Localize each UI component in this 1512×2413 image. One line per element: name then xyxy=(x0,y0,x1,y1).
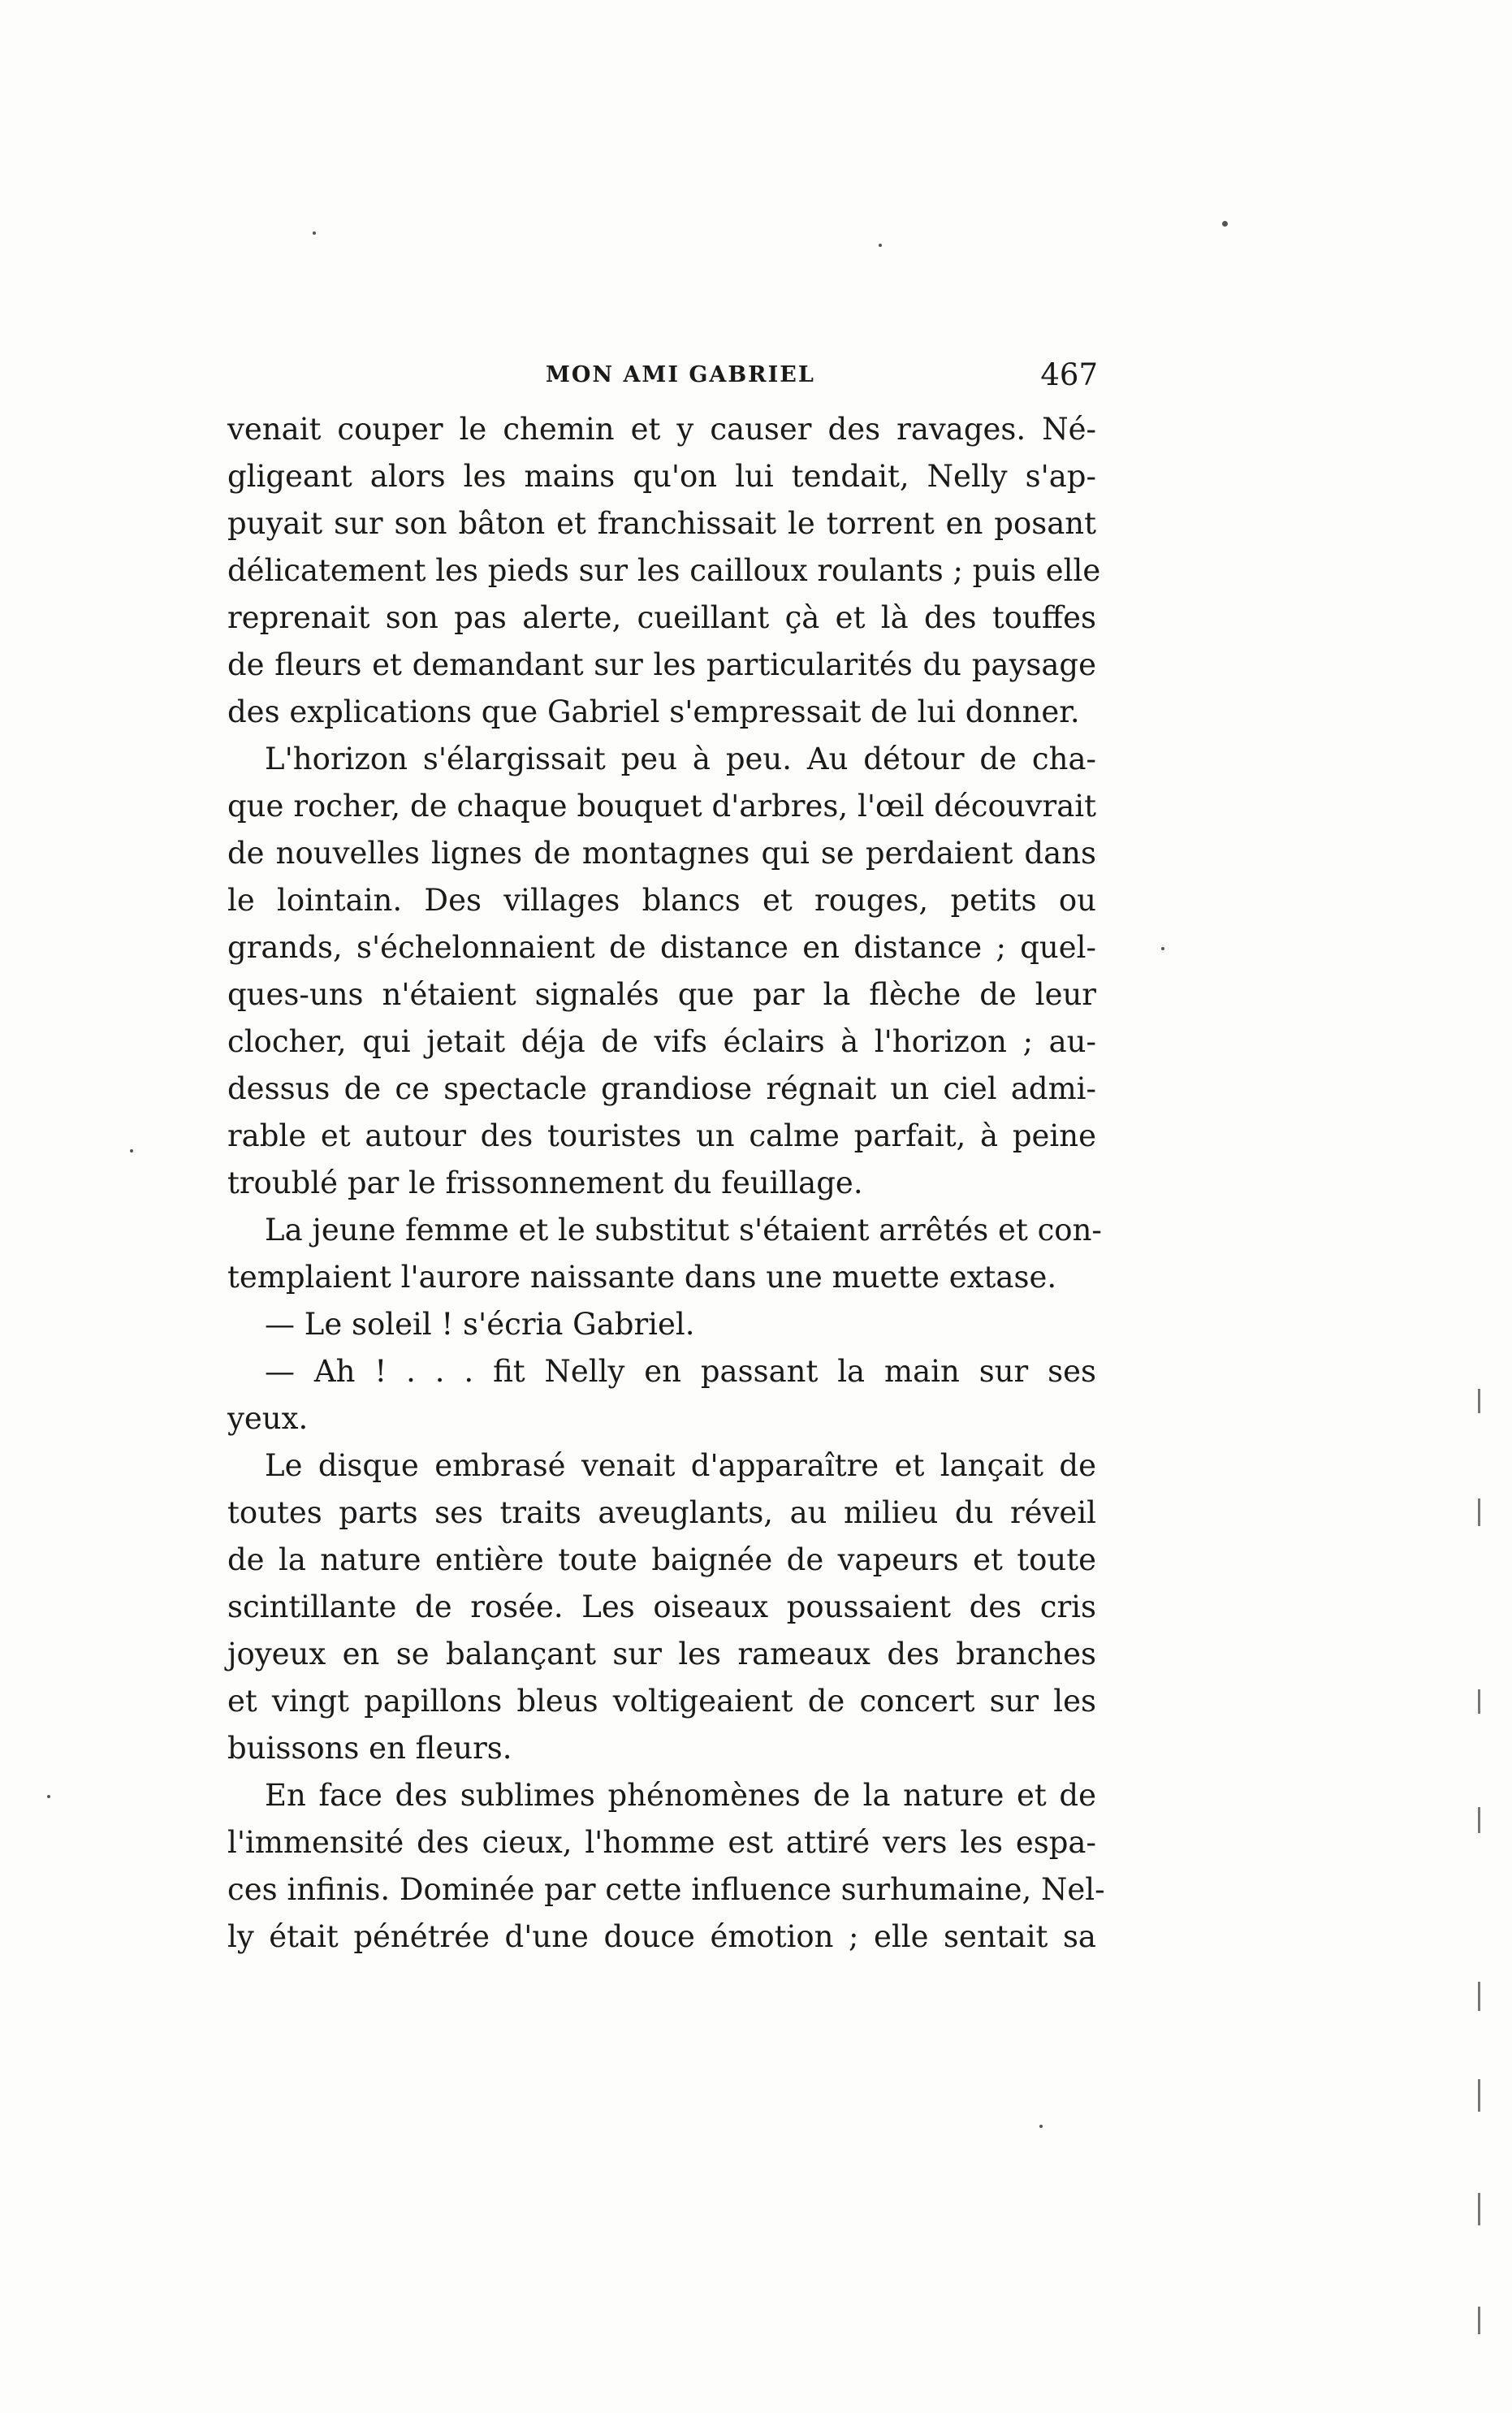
scan-speck xyxy=(879,244,882,247)
scan-edge-mark xyxy=(1478,2079,1480,2112)
text-line: grands, s'échelonnaient de distance en distance ; quel- xyxy=(227,930,1096,965)
text-line: clocher, qui jetait déja de vifs éclairs à l'horizon ; au- xyxy=(227,1024,1096,1059)
scan-edge-mark xyxy=(1478,2307,1480,2334)
text-line: venait couper le chemin et y causer des ravages. Né- xyxy=(227,412,1096,447)
text-line: rable et autour des touristes un calme parfait, à peine xyxy=(227,1118,1096,1153)
scan-edge-mark xyxy=(1478,1982,1480,2011)
text-line: La jeune femme et le substitut s'étaient arrêtés et con- xyxy=(265,1213,1102,1248)
text-line: délicatement les pieds sur les cailloux roulants ; puis elle xyxy=(227,553,1101,588)
running-title: MON AMI GABRIEL xyxy=(546,362,815,387)
text-line: ly était pénétrée d'une douce émotion ; elle sentait sa xyxy=(227,1919,1096,1954)
text-line: des explications que Gabriel s'empressait de lui donner. xyxy=(227,694,1080,729)
text-line: ques-uns n'étaient signalés que par la flèche de leur xyxy=(227,977,1096,1012)
scan-speck xyxy=(47,1795,50,1798)
scan-speck xyxy=(130,1149,133,1152)
text-line: et vingt papillons bleus voltigeaient de concert sur les xyxy=(227,1684,1096,1719)
text-line: En face des sublimes phénomènes de la nature et de xyxy=(265,1778,1096,1813)
scan-edge-mark xyxy=(1478,1689,1480,1714)
scan-speck xyxy=(313,231,316,235)
text-line: buissons en fleurs. xyxy=(227,1731,512,1766)
scan-speck xyxy=(1039,2125,1043,2128)
text-line: yeux. xyxy=(227,1401,309,1436)
scan-edge-mark xyxy=(1478,1807,1480,1833)
text-line: Le disque embrasé venait d'apparaître et lançait de xyxy=(265,1448,1096,1483)
scan-edge-mark xyxy=(1478,2193,1480,2225)
text-line: dessus de ce spectacle grandiose régnait un ciel admi- xyxy=(227,1071,1096,1106)
scan-speck xyxy=(1222,221,1228,227)
text-line: gligeant alors les mains qu'on lui tendait, Nelly s'ap- xyxy=(227,459,1096,494)
text-line: de nouvelles lignes de montagnes qui se perdaient dans xyxy=(227,836,1096,871)
text-line: troublé par le frissonnement du feuillage. xyxy=(227,1165,863,1200)
page-number: 467 xyxy=(1040,357,1098,392)
running-head xyxy=(229,357,1098,398)
dialogue-line: — Le soleil ! s'écria Gabriel. xyxy=(265,1307,695,1342)
scan-speck xyxy=(1161,947,1164,950)
dialogue-line: — Ah ! . . . fit Nelly en passant la main sur ses xyxy=(265,1354,1096,1389)
scan-edge-mark xyxy=(1478,1498,1480,1526)
scan-edge-mark xyxy=(1478,1389,1480,1413)
text-line: ces infinis. Dominée par cette influence surhumaine, Nel- xyxy=(227,1872,1105,1907)
text-line: l'immensité des cieux, l'homme est attiré vers les espa- xyxy=(227,1825,1096,1860)
text-line: le lointain. Des villages blancs et rouges, petits ou xyxy=(227,883,1096,918)
text-line: L'horizon s'élargissait peu à peu. Au détour de cha- xyxy=(265,742,1096,776)
text-line: de la nature entière toute baignée de vapeurs et toute xyxy=(227,1542,1096,1577)
text-line: scintillante de rosée. Les oiseaux poussaient des cris xyxy=(227,1589,1096,1624)
text-line: de fleurs et demandant sur les particularités du paysage xyxy=(227,647,1096,682)
body-text xyxy=(227,406,1105,1961)
text-line: reprenait son pas alerte, cueillant çà et là des touffes xyxy=(227,600,1096,635)
text-line: joyeux en se balançant sur les rameaux des branches xyxy=(227,1637,1096,1671)
text-line: que rocher, de chaque bouquet d'arbres, l'œil découvrait xyxy=(227,789,1096,824)
text-line: toutes parts ses traits aveuglants, au milieu du réveil xyxy=(227,1495,1096,1530)
text-line: puyait sur son bâton et franchissait le torrent en posant xyxy=(227,506,1096,541)
text-line: templaient l'aurore naissante dans une muette extase. xyxy=(227,1260,1057,1295)
